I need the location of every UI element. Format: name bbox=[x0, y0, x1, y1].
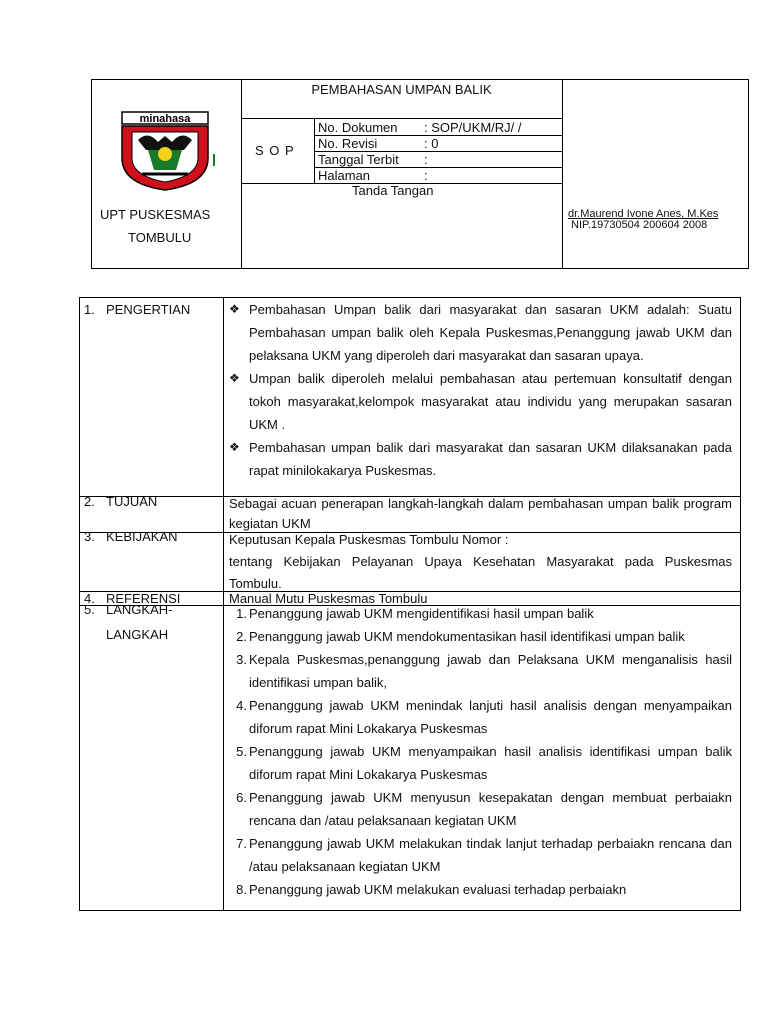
meta-label: No. Dokumen bbox=[318, 120, 398, 135]
step-text: Penanggung jawab UKM melakukan tindak lanjut terhadap perbaiakn rencana dan /atau pelaksanaan kegiatan UKM bbox=[249, 836, 732, 874]
step-text: Penanggung jawab UKM mendokumentasikan hasil identifikasi umpan balik bbox=[249, 629, 685, 644]
signer-nip: NIP.19730504 200604 2008 bbox=[571, 219, 708, 231]
step-number: 3. bbox=[236, 652, 247, 667]
row-label bbox=[80, 298, 224, 496]
row-number: 2. bbox=[84, 494, 95, 509]
diamond-bullet-icon: ❖ bbox=[229, 302, 240, 316]
meta-no-revisi bbox=[318, 136, 438, 151]
step-number: 6. bbox=[236, 790, 247, 805]
logo-wordmark: minahasa bbox=[139, 113, 191, 125]
step-item bbox=[229, 625, 732, 648]
step-number: 4. bbox=[236, 698, 247, 713]
step-text: Penanggung jawab UKM melakukan evaluasi terhadap perbaiakn bbox=[249, 882, 627, 897]
meta-value: : 0 bbox=[424, 136, 439, 151]
bullet-item bbox=[229, 298, 732, 367]
kebijakan-line: tentang Kebijakan Pelayanan Upaya Kesehatan Masyarakat pada Puskesmas Tombulu. bbox=[229, 554, 732, 591]
meta-label: No. Revisi bbox=[318, 136, 378, 151]
sop-content-table bbox=[79, 297, 741, 911]
minahasa-logo bbox=[118, 106, 216, 192]
meta-tanggal-terbit bbox=[318, 152, 428, 167]
row-content: Manual Mutu Puskesmas Tombulu bbox=[229, 591, 428, 606]
step-item bbox=[229, 832, 732, 878]
meta-no-dokumen bbox=[318, 120, 522, 135]
signer-name: dr.Maurend Ivone Anes, M.Kes bbox=[568, 208, 719, 220]
meta-value: : SOP/UKM/RJ/ / bbox=[424, 120, 522, 135]
logo-accent-icon bbox=[213, 154, 215, 166]
sop-title: PEMBAHASAN UMPAN BALIK bbox=[311, 82, 492, 97]
step-item bbox=[229, 740, 732, 786]
step-number: 2. bbox=[236, 629, 247, 644]
meta-label: Halaman bbox=[318, 168, 371, 183]
meta-label: Tanggal Terbit bbox=[318, 152, 399, 167]
row-number: 4. bbox=[84, 591, 95, 606]
step-item bbox=[229, 878, 732, 901]
signature-label: Tanda Tangan bbox=[352, 183, 434, 198]
row-content bbox=[229, 602, 740, 901]
meta-halaman bbox=[318, 168, 428, 183]
row-number: 3. bbox=[84, 529, 95, 544]
header-divider-left bbox=[241, 80, 242, 269]
row-langkah bbox=[80, 602, 740, 910]
bullet-item bbox=[229, 367, 732, 436]
row-content bbox=[229, 529, 740, 595]
step-item bbox=[229, 694, 732, 740]
row-content: Sebagai acuan penerapan langkah-langkah dalam pembahasan umpan balik program kegiatan UKM bbox=[229, 496, 732, 531]
kebijakan-line: Keputusan Kepala Puskesmas Tombulu Nomor : bbox=[229, 532, 509, 547]
header-title-divider bbox=[241, 118, 562, 119]
row-title: REFERENSI bbox=[106, 591, 181, 606]
step-text: Penanggung jawab UKM menyampaikan hasil analisis identifikasi umpan balik diforum rapat Mini Lokakarya Puskesmas bbox=[249, 744, 732, 782]
header-divider-right bbox=[562, 80, 563, 269]
diamond-bullet-icon: ❖ bbox=[229, 440, 240, 454]
sop-label: S O P bbox=[255, 143, 295, 158]
step-item bbox=[229, 786, 732, 832]
meta-value: : bbox=[424, 168, 428, 183]
bullet-text: Pembahasan umpan balik dari masyarakat dan sasaran UKM dilaksanakan pada rapat minilokakarya Puskesmas. bbox=[249, 440, 732, 478]
row-title: TUJUAN bbox=[106, 494, 158, 509]
step-item bbox=[229, 648, 732, 694]
bullet-text: Pembahasan Umpan balik dari masyarakat dan sasaran UKM adalah: Suatu Pembahasan umpan balik oleh Kepala Puskesmas,Penanggung jawab UKM dan pelaksana UKM yang diperoleh dari masyarakat dan sasaran upaya. bbox=[249, 302, 732, 363]
row-label bbox=[80, 602, 224, 910]
row-title: PENGERTIAN bbox=[106, 302, 191, 317]
step-number: 7. bbox=[236, 836, 247, 851]
step-number: 5. bbox=[236, 744, 247, 759]
row-pengertian bbox=[80, 298, 740, 497]
sop-header-table bbox=[91, 79, 749, 269]
row-number: 1. bbox=[84, 302, 95, 317]
org-name-line1: UPT PUSKESMAS bbox=[100, 207, 211, 222]
meta-value: : bbox=[424, 152, 428, 167]
row-label bbox=[80, 494, 224, 532]
step-text: Kepala Puskesmas,penanggung jawab dan Pelaksana UKM menganalisis hasil identifikasi umpan balik, bbox=[249, 652, 732, 690]
row-label bbox=[80, 529, 224, 591]
step-number: 1. bbox=[236, 606, 247, 621]
bullet-item bbox=[229, 436, 732, 482]
row-content bbox=[229, 298, 740, 482]
row-kebijakan bbox=[80, 529, 740, 592]
row-title-continued: LANGKAH bbox=[106, 627, 169, 642]
row-title: LANGKAH- bbox=[106, 602, 173, 617]
row-title: KEBIJAKAN bbox=[106, 529, 178, 544]
row-tujuan bbox=[80, 494, 740, 533]
diamond-bullet-icon: ❖ bbox=[229, 371, 240, 385]
org-name-line2: TOMBULU bbox=[128, 230, 192, 245]
bullet-text: Umpan balik diperoleh melalui pembahasan atau pertemuan konsultatif dengan tokoh masyarakat,kelompok masyarakat atau individu yang merupakan sasaran UKM . bbox=[249, 371, 732, 432]
row-number: 5. bbox=[84, 602, 95, 617]
step-item bbox=[229, 602, 732, 625]
step-text: Penanggung jawab UKM menindak lanjuti hasil analisis dengan menyampaikan diforum rapat Mini Lokakarya Puskesmas bbox=[249, 698, 732, 736]
step-number: 8. bbox=[236, 882, 247, 897]
step-text: Penanggung jawab UKM mengidentifikasi hasil umpan balik bbox=[249, 606, 594, 621]
step-text: Penanggung jawab UKM menyusun kesepakatan dengan membuat perbaiakn rencana dan /atau pelaksanaan kegiatan UKM bbox=[249, 790, 732, 828]
